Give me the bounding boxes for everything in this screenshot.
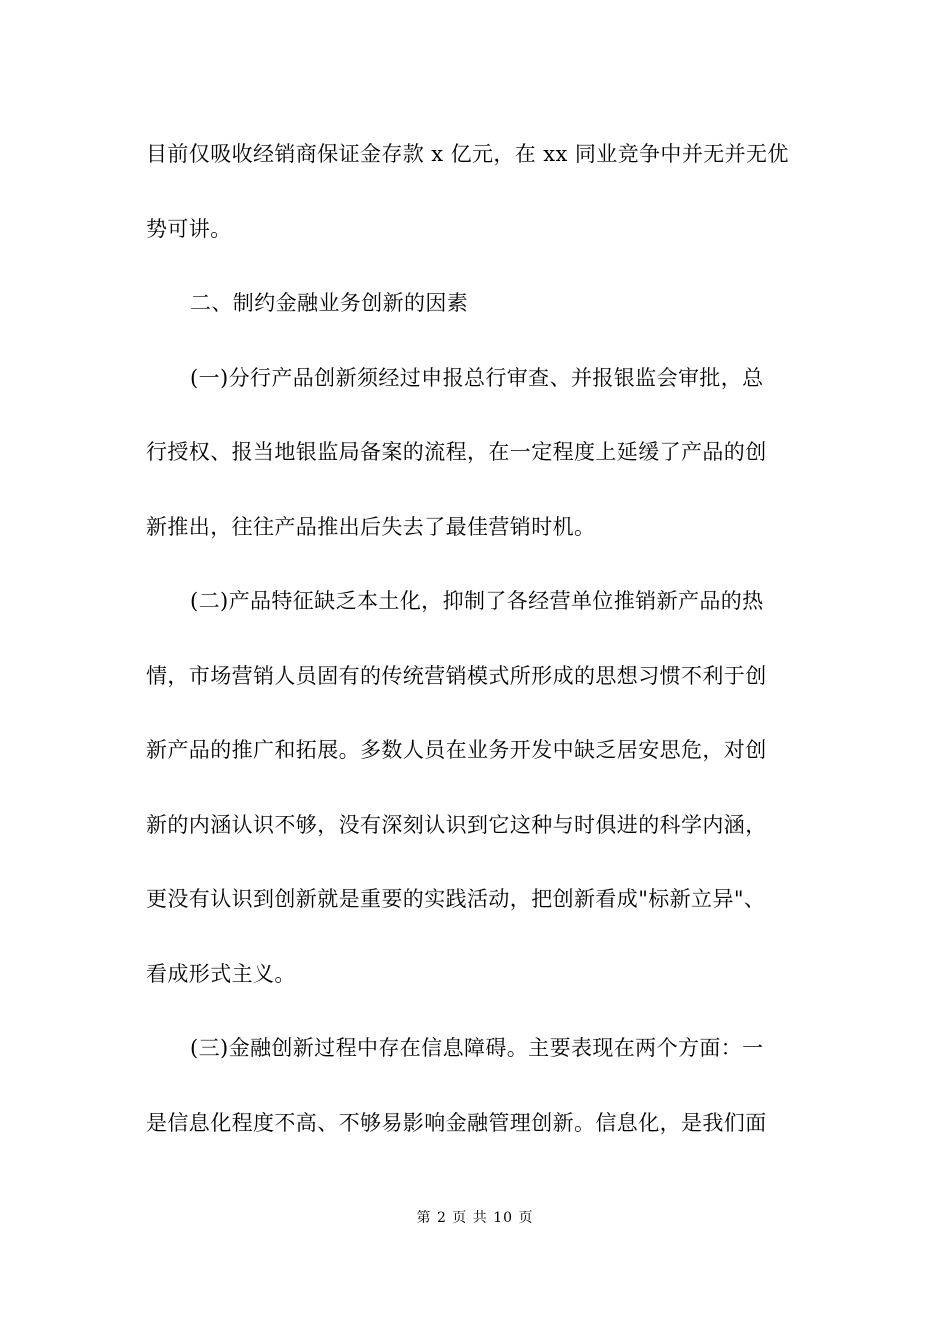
text-line-9: 新产品的推广和拓展。多数人员在业务开发中缺乏居安思危，对创	[146, 738, 767, 762]
page-number-footer: 第 2 页 共 10 页	[416, 1210, 534, 1226]
text-line-5: 行授权、报当地银监局备案的流程，在一定程度上延缓了产品的创	[146, 440, 767, 464]
text-line-8: 情，市场营销人员固有的传统营销模式所形成的思想习惯不利于创	[146, 664, 767, 688]
text-line-14: 是信息化程度不高、不够易影响金融管理创新。信息化，是我们面	[146, 1111, 767, 1135]
text-line-11: 更没有认识到创新就是重要的实践活动，把创新看成"标新立异"、	[146, 887, 766, 911]
text-line-13: (三)金融创新过程中存在信息障碍。主要表现在两个方面：一	[190, 1036, 764, 1060]
text-line-4: (一)分行产品创新须经过申报总行审查、并报银监会审批，总	[190, 366, 764, 390]
text-line-7: (二)产品特征缺乏本土化，抑制了各经营单位推销新产品的热	[190, 589, 764, 613]
text-line-6: 新推出，往往产品推出后失去了最佳营销时机。	[146, 515, 596, 539]
text-line-10: 新的内涵认识不够，没有深刻认识到它这种与时俱进的科学内涵，	[146, 813, 767, 837]
text-line-12: 看成形式主义。	[146, 962, 296, 986]
text-line-2: 势可讲。	[146, 217, 232, 241]
text-line-1: 目前仅吸收经销商保证金存款 x 亿元，在 xx 同业竞争中并无并无优	[146, 142, 789, 166]
section-heading: 二、制约金融业务创新的因素	[190, 291, 469, 315]
